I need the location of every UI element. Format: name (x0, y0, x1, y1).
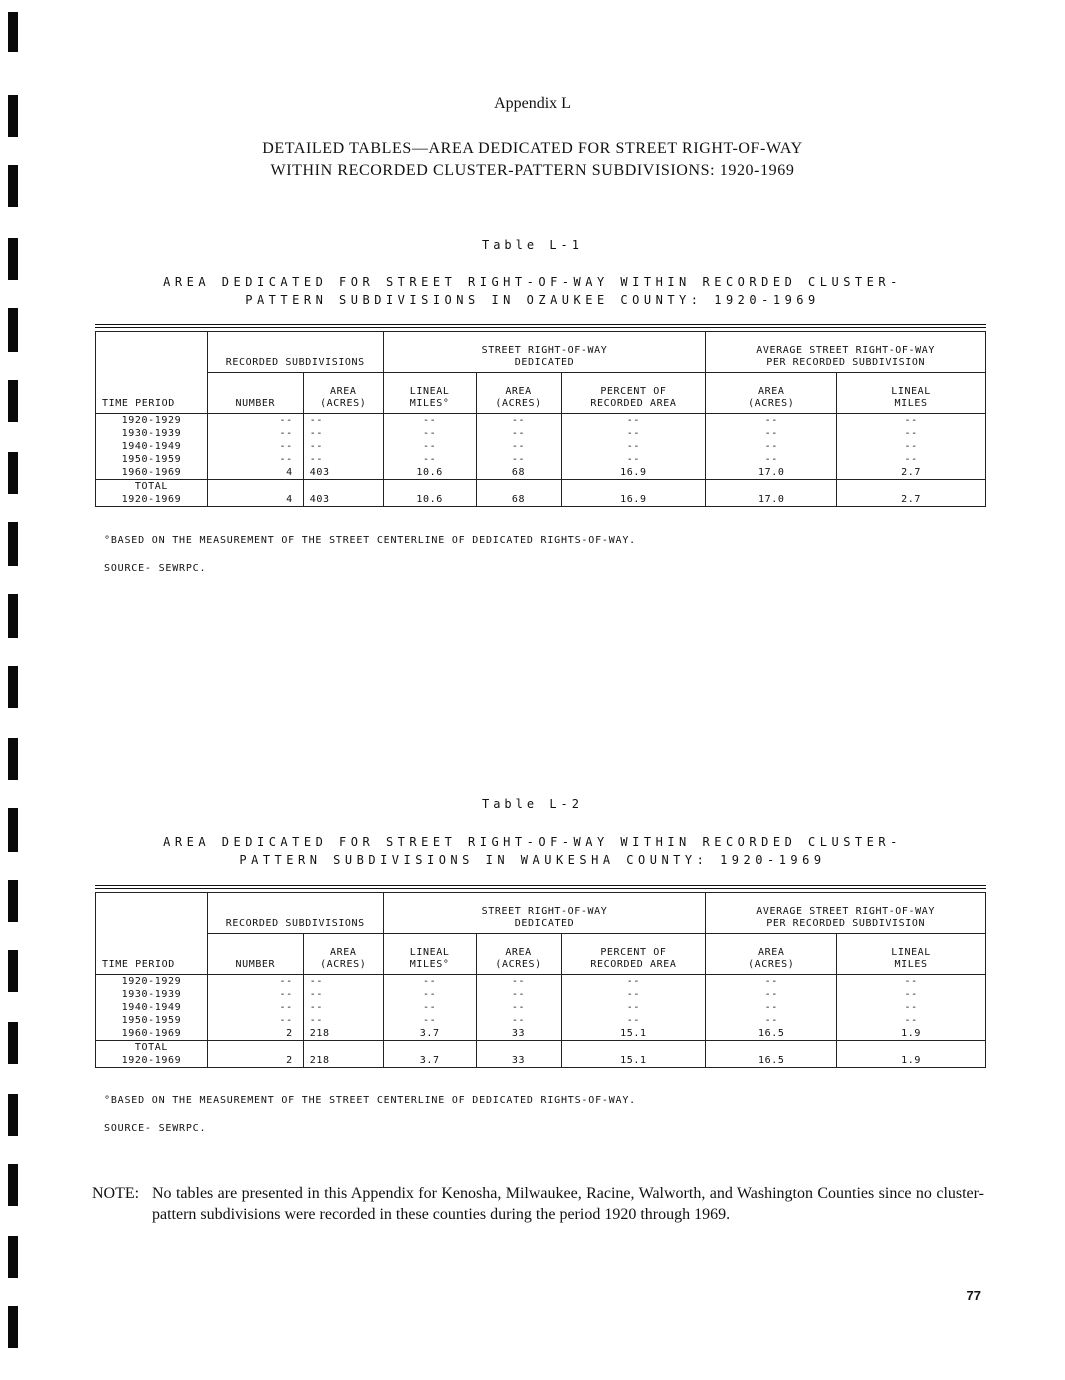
value-lineal: -- (423, 989, 437, 1000)
value-avg-area: -- (764, 441, 778, 452)
binder-mark (8, 1306, 18, 1348)
cell-total-avg-lineal: 1.9 (837, 1041, 986, 1068)
table-top-rule (95, 324, 986, 328)
note-text: No tables are presented in this Appendix for Kenosha, Milwaukee, Racine, Walworth, and Washington Counties since no cluster-pattern subdivisions were recorded in these counties during the period 1920 through 1969. (152, 1185, 984, 1223)
table-footnote: °BASED ON THE MEASUREMENT OF THE STREET CENTERLINE OF DEDICATED RIGHTS-OF-WAY. (104, 1095, 636, 1106)
cell-total-avg-area: 16.5 (706, 1041, 837, 1068)
value-area: -- (309, 976, 324, 987)
page-title (0, 138, 1065, 182)
cell-lineal-miles (383, 975, 476, 1041)
binder-mark (8, 1022, 18, 1064)
table-source: SOURCE- SEWRPC. (104, 1123, 207, 1134)
cell-avg-lineal (837, 414, 986, 480)
binder-marks (8, 0, 20, 1380)
time-period-value: 1960-1969 (121, 1028, 182, 1039)
binder-mark (8, 1094, 18, 1136)
value-avg-lineal: -- (904, 441, 918, 452)
header-percent-recorded-area: PERCENT OF RECORDED AREA (561, 373, 706, 414)
header-number: NUMBER (207, 373, 303, 414)
value-row-area: -- (511, 989, 526, 1000)
value-row-area: -- (511, 976, 526, 987)
header-average: AVERAGE STREET RIGHT-OF-WAY PER RECORDED SUBDIVISION (706, 332, 986, 373)
value-number: -- (279, 454, 293, 465)
table-body-row (96, 975, 986, 1041)
header-percent-recorded-area: PERCENT OF RECORDED AREA (561, 934, 706, 975)
time-period-value: 1950-1959 (121, 1015, 182, 1026)
value-avg-area: 17.0 (758, 467, 785, 478)
cell-avg-lineal (837, 975, 986, 1041)
value-lineal: -- (423, 1002, 437, 1013)
value-number: -- (279, 1015, 293, 1026)
page-title-line: DETAILED TABLES—AREA DEDICATED FOR STREET RIGHT-OF-WAY (262, 140, 803, 157)
cell-row-area (476, 975, 561, 1041)
value-row-area: 68 (511, 467, 526, 478)
value-avg-area: -- (764, 428, 778, 439)
value-number: 2 (286, 1028, 293, 1039)
cell-avg-area (706, 414, 837, 480)
value-avg-area: -- (764, 454, 778, 465)
value-percent: -- (626, 989, 641, 1000)
value-number: -- (279, 428, 293, 439)
value-lineal: 3.7 (419, 1028, 440, 1039)
value-avg-lineal: -- (904, 976, 918, 987)
header-average: AVERAGE STREET RIGHT-OF-WAY PER RECORDED SUBDIVISION (706, 893, 986, 934)
header-area-acres: AREA (ACRES) (303, 934, 383, 975)
time-period-value: 1920-1929 (121, 415, 182, 426)
time-period-value: 1930-1939 (121, 989, 182, 1000)
value-percent: -- (626, 976, 641, 987)
note (92, 1183, 984, 1223)
cell-total-number: 4 (207, 480, 303, 507)
value-percent: 16.9 (620, 467, 647, 478)
cell-total-area: 218 (303, 1041, 383, 1068)
binder-mark (8, 738, 18, 780)
cell-total-row-area: 33 (476, 1041, 561, 1068)
binder-mark (8, 1236, 18, 1278)
value-row-area: -- (511, 415, 526, 426)
value-row-area: -- (511, 428, 526, 439)
page-title-line: WITHIN RECORDED CLUSTER-PATTERN SUBDIVISIONS: 1920-1969 (270, 162, 795, 179)
binder-mark (8, 594, 18, 638)
value-area: 403 (309, 467, 330, 478)
binder-mark (8, 950, 18, 992)
value-area: -- (309, 1002, 324, 1013)
cell-total-number: 2 (207, 1041, 303, 1068)
cell-time-periods (96, 414, 208, 480)
binder-mark (8, 452, 18, 494)
value-avg-lineal: -- (904, 415, 918, 426)
cell-percent (561, 975, 706, 1041)
header-number: NUMBER (207, 934, 303, 975)
table-title-line: PATTERN SUBDIVISIONS IN WAUKESHA COUNTY: 1920-1969 (239, 853, 826, 867)
value-percent: -- (626, 415, 641, 426)
value-area: -- (309, 415, 324, 426)
table-top-rule (95, 885, 986, 889)
value-percent: -- (626, 454, 641, 465)
table-footnote: °BASED ON THE MEASUREMENT OF THE STREET CENTERLINE OF DEDICATED RIGHTS-OF-WAY. (104, 535, 636, 546)
binder-mark (8, 308, 18, 352)
time-period-value: 1960-1969 (121, 467, 182, 478)
value-number: -- (279, 976, 293, 987)
value-number: -- (279, 1002, 293, 1013)
header-recorded-subdivisions: RECORDED SUBDIVISIONS (207, 332, 383, 373)
value-avg-area: -- (764, 976, 778, 987)
table-title-line: AREA DEDICATED FOR STREET RIGHT-OF-WAY WITHIN RECORDED CLUSTER- (163, 275, 902, 289)
cell-total-avg-area: 17.0 (706, 480, 837, 507)
header-lineal-miles: LINEAL MILES° (383, 373, 476, 414)
binder-mark (8, 666, 18, 708)
header-area-acres: AREA (ACRES) (303, 373, 383, 414)
value-row-area: -- (511, 1002, 526, 1013)
binder-mark (8, 880, 18, 922)
value-percent: 15.1 (620, 1028, 647, 1039)
time-period-value: 1950-1959 (121, 454, 182, 465)
value-number: -- (279, 441, 293, 452)
value-avg-lineal: -- (904, 1015, 918, 1026)
value-row-area: -- (511, 1015, 526, 1026)
value-lineal: -- (423, 1015, 437, 1026)
table-total-row (96, 1041, 986, 1068)
cell-total-lineal: 3.7 (383, 1041, 476, 1068)
value-row-area: -- (511, 441, 526, 452)
page-number: 77 (966, 1288, 981, 1303)
binder-mark (8, 380, 18, 422)
table-title-line: AREA DEDICATED FOR STREET RIGHT-OF-WAY WITHIN RECORDED CLUSTER- (163, 835, 902, 849)
value-area: -- (309, 428, 324, 439)
value-avg-lineal: -- (904, 428, 918, 439)
value-lineal: -- (423, 976, 437, 987)
value-avg-lineal: 2.7 (901, 467, 922, 478)
cell-number (207, 414, 303, 480)
table-label: Table L-2 (481, 797, 584, 811)
value-lineal: -- (423, 415, 437, 426)
table-body-row (96, 414, 986, 480)
table-title (0, 273, 1065, 309)
value-area: -- (309, 454, 324, 465)
value-number: -- (279, 415, 293, 426)
value-avg-area: 16.5 (758, 1028, 785, 1039)
value-avg-area: -- (764, 1015, 778, 1026)
value-avg-area: -- (764, 989, 778, 1000)
header-recorded-subdivisions: RECORDED SUBDIVISIONS (207, 893, 383, 934)
value-percent: -- (626, 1015, 641, 1026)
value-lineal: -- (423, 428, 437, 439)
cell-area (303, 414, 383, 480)
data-table (95, 892, 986, 1068)
cell-total-row-area: 68 (476, 480, 561, 507)
value-number: 4 (286, 467, 293, 478)
table-source: SOURCE- SEWRPC. (104, 563, 207, 574)
value-number: -- (279, 989, 293, 1000)
cell-total-percent: 16.9 (561, 480, 706, 507)
value-area: -- (309, 989, 324, 1000)
data-table (95, 331, 986, 507)
cell-lineal-miles (383, 414, 476, 480)
binder-mark (8, 12, 18, 52)
value-area: 218 (309, 1028, 330, 1039)
time-period-value: 1920-1929 (121, 976, 182, 987)
appendix-heading: Appendix L (494, 95, 571, 112)
cell-total-percent: 15.1 (561, 1041, 706, 1068)
value-lineal: -- (423, 454, 437, 465)
value-percent: -- (626, 1002, 641, 1013)
value-row-area: -- (511, 454, 526, 465)
cell-avg-area (706, 975, 837, 1041)
cell-total-period: TOTAL 1920-1969 (96, 480, 208, 507)
binder-mark (8, 1164, 18, 1206)
value-row-area: 33 (511, 1028, 526, 1039)
value-avg-area: -- (764, 415, 778, 426)
header-avg-lineal-miles: LINEAL MILES (837, 373, 986, 414)
cell-time-periods (96, 975, 208, 1041)
value-percent: -- (626, 428, 641, 439)
header-time-period: TIME PERIOD (96, 893, 208, 975)
time-period-value: 1930-1939 (121, 428, 182, 439)
table-title-line: PATTERN SUBDIVISIONS IN OZAUKEE COUNTY: 1920-1969 (245, 293, 820, 307)
binder-mark (8, 522, 18, 566)
header-street-row: STREET RIGHT-OF-WAY DEDICATED (383, 332, 706, 373)
value-lineal: 10.6 (416, 467, 443, 478)
value-percent: -- (626, 441, 641, 452)
value-avg-lineal: 1.9 (901, 1028, 922, 1039)
value-avg-lineal: -- (904, 989, 918, 1000)
cell-total-lineal: 10.6 (383, 480, 476, 507)
table-label: Table L-1 (481, 238, 584, 252)
value-avg-lineal: -- (904, 454, 918, 465)
header-street-row: STREET RIGHT-OF-WAY DEDICATED (383, 893, 706, 934)
time-period-value: 1940-1949 (121, 441, 182, 452)
time-period-value: 1940-1949 (121, 1002, 182, 1013)
header-avg-area-acres: AREA (ACRES) (706, 373, 837, 414)
table-total-row (96, 480, 986, 507)
cell-total-area: 403 (303, 480, 383, 507)
header-time-period: TIME PERIOD (96, 332, 208, 414)
value-area: -- (309, 1015, 324, 1026)
cell-area (303, 975, 383, 1041)
cell-total-period: TOTAL 1920-1969 (96, 1041, 208, 1068)
header-avg-lineal-miles: LINEAL MILES (837, 934, 986, 975)
cell-number (207, 975, 303, 1041)
value-area: -- (309, 441, 324, 452)
cell-total-avg-lineal: 2.7 (837, 480, 986, 507)
value-avg-area: -- (764, 1002, 778, 1013)
header-row-area-acres: AREA (ACRES) (476, 934, 561, 975)
value-avg-lineal: -- (904, 1002, 918, 1013)
cell-percent (561, 414, 706, 480)
header-row-area-acres: AREA (ACRES) (476, 373, 561, 414)
note-label: NOTE: (92, 1185, 140, 1202)
value-lineal: -- (423, 441, 437, 452)
header-lineal-miles: LINEAL MILES° (383, 934, 476, 975)
table-title (0, 833, 1065, 869)
cell-row-area (476, 414, 561, 480)
header-avg-area-acres: AREA (ACRES) (706, 934, 837, 975)
